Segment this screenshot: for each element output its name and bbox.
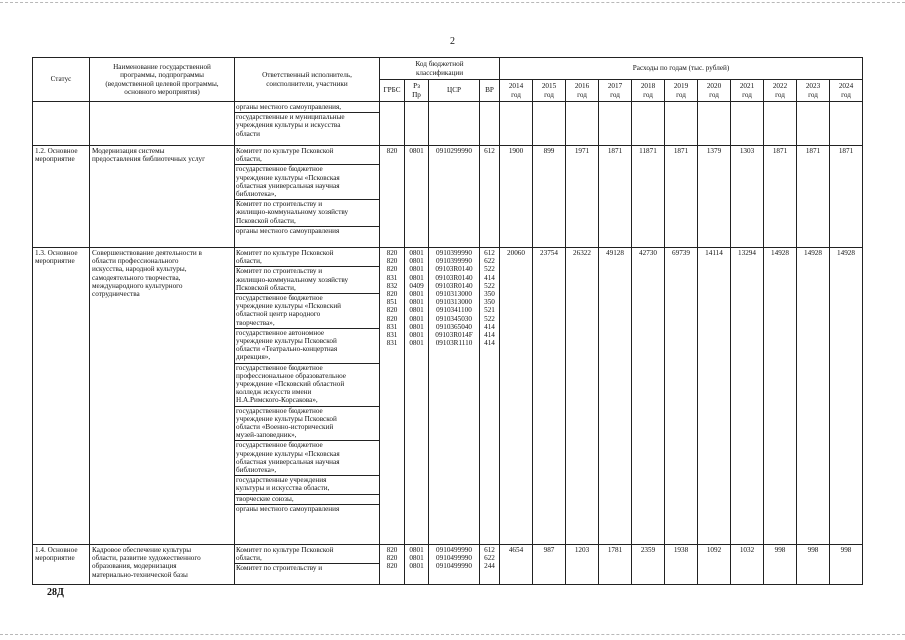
year-suffix: год xyxy=(841,90,851,99)
executor-line: библиотека», xyxy=(236,466,277,475)
executor-line: Комитет по культуре Псковской xyxy=(236,546,334,554)
expense-cell: 1871 xyxy=(764,146,797,248)
header-year-2018 xyxy=(632,80,665,102)
name-cell xyxy=(90,248,235,545)
year-label: 2016 xyxy=(574,82,590,91)
status-line: мероприятие xyxy=(35,257,75,266)
code-value: 350 xyxy=(484,289,495,298)
expense-cell: 1871 xyxy=(665,146,698,248)
expense-cell xyxy=(698,102,731,146)
code-value: 820 xyxy=(386,546,398,554)
code-value: 0910499990 xyxy=(436,546,472,554)
expense-cell xyxy=(632,102,665,146)
code-value: 820 xyxy=(386,257,398,266)
scan-edge-bottom xyxy=(0,634,905,635)
expense-cell xyxy=(599,102,632,146)
code-value: 831 xyxy=(386,322,398,331)
status-cell xyxy=(33,146,90,248)
executor-line: культуры и искусства области, xyxy=(236,484,330,493)
code-value: 0910399990 xyxy=(436,249,472,257)
csr-cell xyxy=(429,102,480,146)
header-year-2015 xyxy=(533,80,566,102)
code-value: 820 xyxy=(386,249,398,257)
code-value: 0801 xyxy=(409,298,424,307)
header-year-2014 xyxy=(500,80,533,102)
code-value: 09103R0140 xyxy=(435,273,473,282)
code-value: 0910365040 xyxy=(436,322,472,331)
code-value: 0910313000 xyxy=(436,289,472,298)
executor-entry xyxy=(235,495,379,505)
code-value: 0801 xyxy=(409,322,424,331)
expense-cell: 899 xyxy=(533,146,566,248)
year-suffix: год xyxy=(577,90,587,99)
year-suffix: год xyxy=(511,90,521,99)
code-value: 414 xyxy=(484,273,495,282)
executor-line: областной центр народного xyxy=(236,310,321,319)
code-value: 414 xyxy=(484,330,495,339)
executor-entry xyxy=(235,441,379,476)
executor-entry xyxy=(235,329,379,364)
code-value: 612 xyxy=(484,249,495,257)
header-line: программы, подпрограммы xyxy=(120,71,204,80)
executor-line: учреждение культуры Псковской xyxy=(236,414,337,423)
code-value: 831 xyxy=(386,339,398,348)
vr-cell xyxy=(480,102,500,146)
csr-cell xyxy=(429,146,480,248)
executor-line: дирекция», xyxy=(236,353,271,362)
expense-cell: 1032 xyxy=(731,545,764,585)
year-suffix: год xyxy=(709,90,719,99)
code-value: 0801 xyxy=(409,265,424,274)
expense-cell: 14928 xyxy=(830,248,863,545)
executor-line: государственное бюджетное xyxy=(236,363,323,372)
expense-cell: 1971 xyxy=(566,146,599,248)
header-line: Наименование государственной xyxy=(113,63,211,72)
header-line: Ответственный исполнитель, xyxy=(262,71,352,80)
expense-cell: 14928 xyxy=(764,248,797,545)
rz-cell xyxy=(405,545,429,585)
status-line: 1.3. Основное xyxy=(35,249,78,257)
code-value: 831 xyxy=(386,273,398,282)
executor-line: Комитет по культуре Псковской xyxy=(236,249,334,257)
expense-cell: 14928 xyxy=(797,248,830,545)
name-line: области, развитие художественного xyxy=(92,554,201,563)
executor-line: учреждения культуры и искусства xyxy=(236,121,341,130)
executor-entry xyxy=(235,294,379,329)
code-value: 09103R014F xyxy=(435,330,473,339)
year-suffix: год xyxy=(610,90,620,99)
code-value: 414 xyxy=(484,339,495,348)
expense-cell xyxy=(566,102,599,146)
header-line: соисполнители, участники xyxy=(266,79,348,88)
csr-cell xyxy=(429,545,480,585)
code-value: 0801 xyxy=(409,554,424,563)
code-value: 612 xyxy=(484,147,495,155)
header-budget-code xyxy=(380,58,500,80)
executor-entry xyxy=(235,227,379,236)
header-line: основного мероприятия) xyxy=(124,87,200,96)
executor-line: Н.А.Римского-Корсакова», xyxy=(236,396,318,405)
executor-line: музей-заповедник», xyxy=(236,431,297,440)
code-value: 0801 xyxy=(409,289,424,298)
code-value: 0910299990 xyxy=(436,147,472,155)
status-cell xyxy=(33,248,90,545)
header-line: классификации xyxy=(415,68,464,77)
executor-line: государственное автономное xyxy=(236,328,325,337)
name-line: области профессионального xyxy=(92,257,179,266)
expense-cell: 4654 xyxy=(500,545,533,585)
rz-cell xyxy=(405,248,429,545)
csr-cell xyxy=(429,248,480,545)
code-value: 0801 xyxy=(409,306,424,315)
rz-cell xyxy=(405,102,429,146)
header-rz-pr xyxy=(405,80,429,102)
expense-cell: 1781 xyxy=(599,545,632,585)
code-value: 0910345030 xyxy=(436,314,472,323)
name-line: международного культурного xyxy=(92,281,183,290)
year-label: 2017 xyxy=(607,82,623,91)
name-line: материально-технической базы xyxy=(92,570,188,579)
expense-cell: 14114 xyxy=(698,248,731,545)
expense-cell xyxy=(533,102,566,146)
year-suffix: год xyxy=(544,90,554,99)
executor-entry xyxy=(235,103,379,113)
year-suffix: год xyxy=(742,90,752,99)
executor-line: областная универсальная научная xyxy=(236,181,340,190)
expense-cell xyxy=(830,102,863,146)
table-row xyxy=(33,102,863,146)
executor-cell xyxy=(235,545,380,585)
code-value: 0801 xyxy=(409,314,424,323)
code-value: 09103R0140 xyxy=(435,265,473,274)
rz-cell xyxy=(405,146,429,248)
name-line: Модернизация системы xyxy=(92,147,165,155)
executor-line: области, xyxy=(236,257,262,266)
code-value: 0910399990 xyxy=(436,257,472,266)
executor-cell xyxy=(235,146,380,248)
code-value: 414 xyxy=(484,322,495,331)
scan-edge-top xyxy=(0,2,905,3)
expense-cell: 2359 xyxy=(632,545,665,585)
executor-line: органы местного самоуправления xyxy=(236,226,340,235)
code-value: 832 xyxy=(386,281,398,290)
code-value: 0801 xyxy=(409,562,424,571)
year-label: 2015 xyxy=(541,82,557,91)
code-value: 09103R0140 xyxy=(435,281,473,290)
code-value: 0409 xyxy=(409,281,424,290)
code-value: 522 xyxy=(484,265,495,274)
executor-line: Комитет по строительству и xyxy=(236,564,323,573)
executor-entry xyxy=(235,267,379,294)
code-value: 0910313000 xyxy=(436,298,472,307)
code-value: 0910341100 xyxy=(436,306,472,315)
expense-cell: 1303 xyxy=(731,146,764,248)
expense-cell: 1871 xyxy=(830,146,863,248)
header-vr: ВР xyxy=(480,80,500,102)
code-value: 820 xyxy=(386,562,398,571)
name-cell xyxy=(90,545,235,585)
executor-line: области, xyxy=(236,554,262,563)
executor-line: учреждение культуры «Псковская xyxy=(236,449,340,458)
executor-line: жилищно-коммунальному хозяйству xyxy=(236,208,349,217)
executor-line: области xyxy=(236,129,261,138)
header-name xyxy=(90,58,235,102)
name-line: Кадровое обеспечение культуры xyxy=(92,546,192,554)
grbs-cell xyxy=(380,146,405,248)
status-cell xyxy=(33,545,90,585)
code-value: 820 xyxy=(386,306,398,315)
executor-line: колледж искусств имени xyxy=(236,388,312,397)
expense-cell: 20060 xyxy=(500,248,533,545)
year-label: 2024 xyxy=(838,82,854,91)
executor-entry xyxy=(235,364,379,407)
year-label: 2023 xyxy=(805,82,821,91)
status-line: 1.4. Основное xyxy=(35,546,78,554)
code-value: 820 xyxy=(386,147,398,155)
executor-line: государственные учреждения xyxy=(236,476,327,485)
expense-cell: 42730 xyxy=(632,248,665,545)
code-value: 0801 xyxy=(409,257,424,266)
year-label: 2018 xyxy=(640,82,656,91)
code-value: 522 xyxy=(484,281,495,290)
year-suffix: год xyxy=(775,90,785,99)
code-value: 0910499990 xyxy=(436,562,472,571)
header-year-2023 xyxy=(797,80,830,102)
executor-line: творческие союзы, xyxy=(236,494,294,503)
executor-entry xyxy=(235,564,379,573)
status-line: 1.2. Основное xyxy=(35,147,78,155)
expense-cell: 1379 xyxy=(698,146,731,248)
executor-entry xyxy=(235,249,379,267)
header-year-2019 xyxy=(665,80,698,102)
executor-entry xyxy=(235,165,379,200)
expense-cell xyxy=(797,102,830,146)
name-cell xyxy=(90,146,235,248)
expense-cell: 1871 xyxy=(797,146,830,248)
executor-cell xyxy=(235,248,380,545)
grbs-cell xyxy=(380,248,405,545)
executor-line: творчества», xyxy=(236,318,275,327)
year-label: 2021 xyxy=(739,82,755,91)
year-suffix: год xyxy=(643,90,653,99)
expense-cell: 49128 xyxy=(599,248,632,545)
executor-line: органы местного самоуправления, xyxy=(236,103,342,111)
code-value: 244 xyxy=(484,562,495,571)
name-line: самодеятельного творчества, xyxy=(92,273,181,282)
code-value: 0801 xyxy=(409,249,424,257)
executor-line: учреждение культуры «Псковская xyxy=(236,173,340,182)
code-value: 0801 xyxy=(409,546,424,554)
executor-line: жилищно-коммунальному хозяйству xyxy=(236,275,349,284)
header-status: Статус xyxy=(33,58,90,102)
code-value: 0801 xyxy=(409,330,424,339)
executor-line: государственное бюджетное xyxy=(236,406,323,415)
expense-cell: 69739 xyxy=(665,248,698,545)
expense-cell: 1938 xyxy=(665,545,698,585)
header-year-2021 xyxy=(731,80,764,102)
executor-line: государственное бюджетное xyxy=(236,294,323,303)
status-cell xyxy=(33,102,90,146)
executor-line: области «Театрально-концертная xyxy=(236,345,338,354)
header-line: Код бюджетной xyxy=(415,60,464,69)
executor-entry xyxy=(235,476,379,494)
expense-cell: 1092 xyxy=(698,545,731,585)
executor-entry xyxy=(235,113,379,139)
header-executor xyxy=(235,58,380,102)
document-stamp: 28Д xyxy=(47,587,64,598)
code-value: 820 xyxy=(386,289,398,298)
year-label: 2020 xyxy=(706,82,722,91)
executor-line: библиотека», xyxy=(236,190,277,199)
header-expenses: Расходы по годам (тыс. рублей) xyxy=(500,58,863,80)
expense-cell xyxy=(500,102,533,146)
code-value: 521 xyxy=(484,306,495,315)
executor-line: области, xyxy=(236,155,262,164)
executor-entry xyxy=(235,407,379,442)
expense-cell: 1203 xyxy=(566,545,599,585)
expense-cell: 23754 xyxy=(533,248,566,545)
expense-cell: 987 xyxy=(533,545,566,585)
expense-cell: 13294 xyxy=(731,248,764,545)
executor-entry xyxy=(235,147,379,165)
page-number: 2 xyxy=(450,36,455,47)
expense-cell: 26322 xyxy=(566,248,599,545)
header-grbs: ГРБС xyxy=(380,80,405,102)
name-cell xyxy=(90,102,235,146)
code-value: 0910499990 xyxy=(436,554,472,563)
executor-line: области «Военно-исторический xyxy=(236,423,334,432)
executor-line: профессиональное образовательное xyxy=(236,371,347,380)
name-line: предоставления библиотечных услуг xyxy=(92,155,206,164)
code-value: 522 xyxy=(484,314,495,323)
status-line: мероприятие xyxy=(35,155,75,164)
header-line: Рз xyxy=(413,82,420,91)
table-row xyxy=(33,545,863,585)
vr-cell xyxy=(480,146,500,248)
vr-cell xyxy=(480,545,500,585)
code-value: 0801 xyxy=(409,339,424,348)
name-line: искусства, народной культуры, xyxy=(92,265,187,274)
expense-cell: 1900 xyxy=(500,146,533,248)
year-suffix: год xyxy=(808,90,818,99)
executor-entry xyxy=(235,546,379,564)
executor-line: Псковской области, xyxy=(236,283,296,292)
header-year-2020 xyxy=(698,80,731,102)
program-table xyxy=(32,57,863,585)
executor-line: Комитет по культуре Псковской xyxy=(236,147,334,155)
vr-cell xyxy=(480,248,500,545)
code-value: 851 xyxy=(386,298,398,307)
executor-line: Комитет по строительству и xyxy=(236,200,323,209)
executor-line: учреждение культуры Псковской xyxy=(236,337,337,346)
executor-line: Псковской области, xyxy=(236,216,296,225)
code-value: 622 xyxy=(484,257,495,266)
status-line: мероприятие xyxy=(35,554,75,563)
year-label: 2014 xyxy=(508,82,524,91)
header-line: Пр xyxy=(412,90,421,99)
expense-cell: 998 xyxy=(764,545,797,585)
code-value: 0801 xyxy=(409,273,424,282)
executor-cell xyxy=(235,102,380,146)
year-label: 2019 xyxy=(673,82,689,91)
executor-line: областная универсальная научная xyxy=(236,457,340,466)
header-year-2024 xyxy=(830,80,863,102)
code-value: 350 xyxy=(484,298,495,307)
year-label: 2022 xyxy=(772,82,788,91)
executor-line: государственное бюджетное xyxy=(236,441,323,450)
executor-entry xyxy=(235,505,379,514)
table-row xyxy=(33,146,863,248)
expense-cell: 998 xyxy=(830,545,863,585)
year-suffix: год xyxy=(676,90,686,99)
executor-line: органы местного самоуправления xyxy=(236,504,340,513)
expense-cell xyxy=(764,102,797,146)
header-line: (ведомственной целевой программы, xyxy=(105,79,219,88)
name-line: сотрудничества xyxy=(92,289,140,298)
executor-line: учреждение культуры «Псковский xyxy=(236,302,342,311)
header-year-2017 xyxy=(599,80,632,102)
code-value: 622 xyxy=(484,554,495,563)
executor-line: государственное бюджетное xyxy=(236,165,323,174)
expense-cell: 998 xyxy=(797,545,830,585)
header-year-2022 xyxy=(764,80,797,102)
code-value: 820 xyxy=(386,265,398,274)
expense-cell: 1871 xyxy=(599,146,632,248)
expense-cell xyxy=(731,102,764,146)
name-line: образования, модернизация xyxy=(92,562,177,571)
code-value: 820 xyxy=(386,314,398,323)
executor-entry xyxy=(235,200,379,227)
code-value: 831 xyxy=(386,330,398,339)
header-year-2016 xyxy=(566,80,599,102)
code-value: 0801 xyxy=(409,147,424,155)
expense-cell: 11871 xyxy=(632,146,665,248)
name-line: Совершенствование деятельности в xyxy=(92,249,202,257)
executor-line: государственные и муниципальные xyxy=(236,113,345,122)
code-value: 612 xyxy=(484,546,495,554)
executor-line: учреждение «Псковский областной xyxy=(236,380,345,389)
code-value: 820 xyxy=(386,554,398,563)
expense-cell xyxy=(665,102,698,146)
header-csr: ЦСР xyxy=(429,80,480,102)
table-row xyxy=(33,248,863,545)
code-value: 09103R1110 xyxy=(435,339,473,348)
grbs-cell xyxy=(380,102,405,146)
executor-line: Комитет по строительству и xyxy=(236,267,323,276)
grbs-cell xyxy=(380,545,405,585)
